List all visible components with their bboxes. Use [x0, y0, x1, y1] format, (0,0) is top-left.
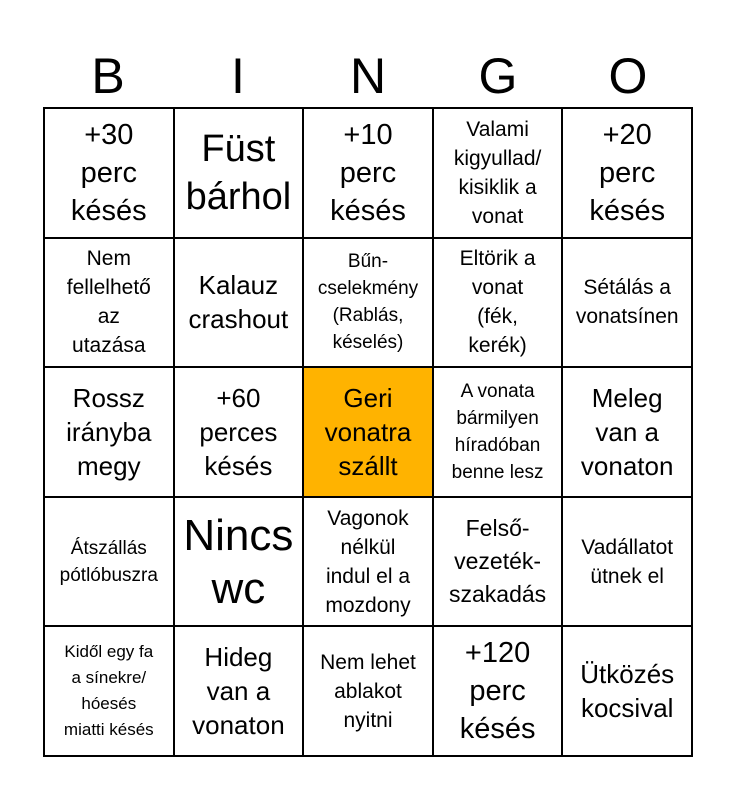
- bingo-cell[interactable]: [563, 239, 693, 369]
- cell-text: Vadállatot ütnek el: [581, 535, 674, 588]
- cell-text: Vagonok nélkül indul el a mozdony: [325, 506, 411, 617]
- cell-text: Valami kigyullad/ kisiklik a vonat: [453, 117, 542, 228]
- cell-text: Bűn- cselekmény (Rablás, késelés): [317, 251, 419, 354]
- bingo-cell[interactable]: [304, 627, 434, 757]
- bingo-cell[interactable]: [563, 368, 693, 498]
- bingo-cell[interactable]: [45, 109, 175, 239]
- bingo-cell[interactable]: [304, 498, 434, 628]
- cell-text: Nem lehet ablakot nyitni: [320, 650, 416, 732]
- bingo-cell[interactable]: [45, 627, 175, 757]
- header-letter-n: N: [349, 48, 387, 104]
- bingo-cell[interactable]: [563, 627, 693, 757]
- cell-text: +60 perces késés: [199, 382, 278, 481]
- bingo-cell[interactable]: [175, 368, 305, 498]
- bingo-cell[interactable]: [45, 498, 175, 628]
- cell-text: Sétálás a vonatsínen: [575, 276, 679, 329]
- bingo-cell[interactable]: [304, 239, 434, 369]
- bingo-cell[interactable]: [45, 368, 175, 498]
- bingo-grid: [43, 107, 693, 757]
- bingo-cell[interactable]: [45, 239, 175, 369]
- bingo-cell[interactable]: [434, 109, 564, 239]
- cell-text: +20 perc késés: [589, 118, 666, 227]
- bingo-cell[interactable]: [434, 239, 564, 369]
- cell-text: Ütközés kocsival: [580, 659, 675, 724]
- cell-text: Nem fellelhető az utazása: [66, 247, 151, 358]
- bingo-cell[interactable]: [175, 498, 305, 628]
- bingo-cell[interactable]: [434, 627, 564, 757]
- cell-text: Meleg van a vonaton: [580, 382, 674, 481]
- cell-text: Felső- vezeték- szakadás: [449, 515, 547, 608]
- header-letter-g: G: [478, 48, 518, 104]
- header-letter-i: I: [231, 48, 245, 104]
- bingo-cell[interactable]: [175, 239, 305, 369]
- cell-text: Nincs wc: [183, 510, 294, 613]
- bingo-cell[interactable]: [434, 498, 564, 628]
- cell-text: Átszállás pótlóbuszra: [59, 537, 158, 586]
- cell-text: Kalauz crashout: [188, 270, 289, 335]
- bingo-cell[interactable]: [175, 109, 305, 239]
- bingo-cell-free-space[interactable]: [304, 368, 434, 498]
- header-letter-o: O: [608, 48, 648, 104]
- cell-text: Eltörik a vonat (fék, kerék): [459, 247, 536, 358]
- cell-text: Füst bárhol: [185, 127, 292, 218]
- header-letter-b: B: [91, 48, 125, 104]
- bingo-cell[interactable]: [304, 109, 434, 239]
- cell-text: Kidől egy fa a sínekre/ hóesés miatti késés: [63, 642, 154, 740]
- cell-text: +10 perc késés: [330, 118, 406, 227]
- cell-text: Geri vonatra szállt: [324, 382, 412, 481]
- bingo-cell[interactable]: [563, 109, 693, 239]
- bingo-cell[interactable]: [175, 627, 305, 757]
- cell-text: +30 perc késés: [70, 118, 147, 227]
- cell-text: Hideg van a vonaton: [192, 642, 285, 741]
- cell-text: +120 perc késés: [459, 637, 536, 746]
- cell-text: Rossz irányba megy: [66, 382, 152, 481]
- bingo-cell[interactable]: [563, 498, 693, 628]
- bingo-cell[interactable]: [434, 368, 564, 498]
- cell-text: A vonata bármilyen híradóban benne lesz: [451, 380, 544, 483]
- bingo-header: [43, 44, 693, 108]
